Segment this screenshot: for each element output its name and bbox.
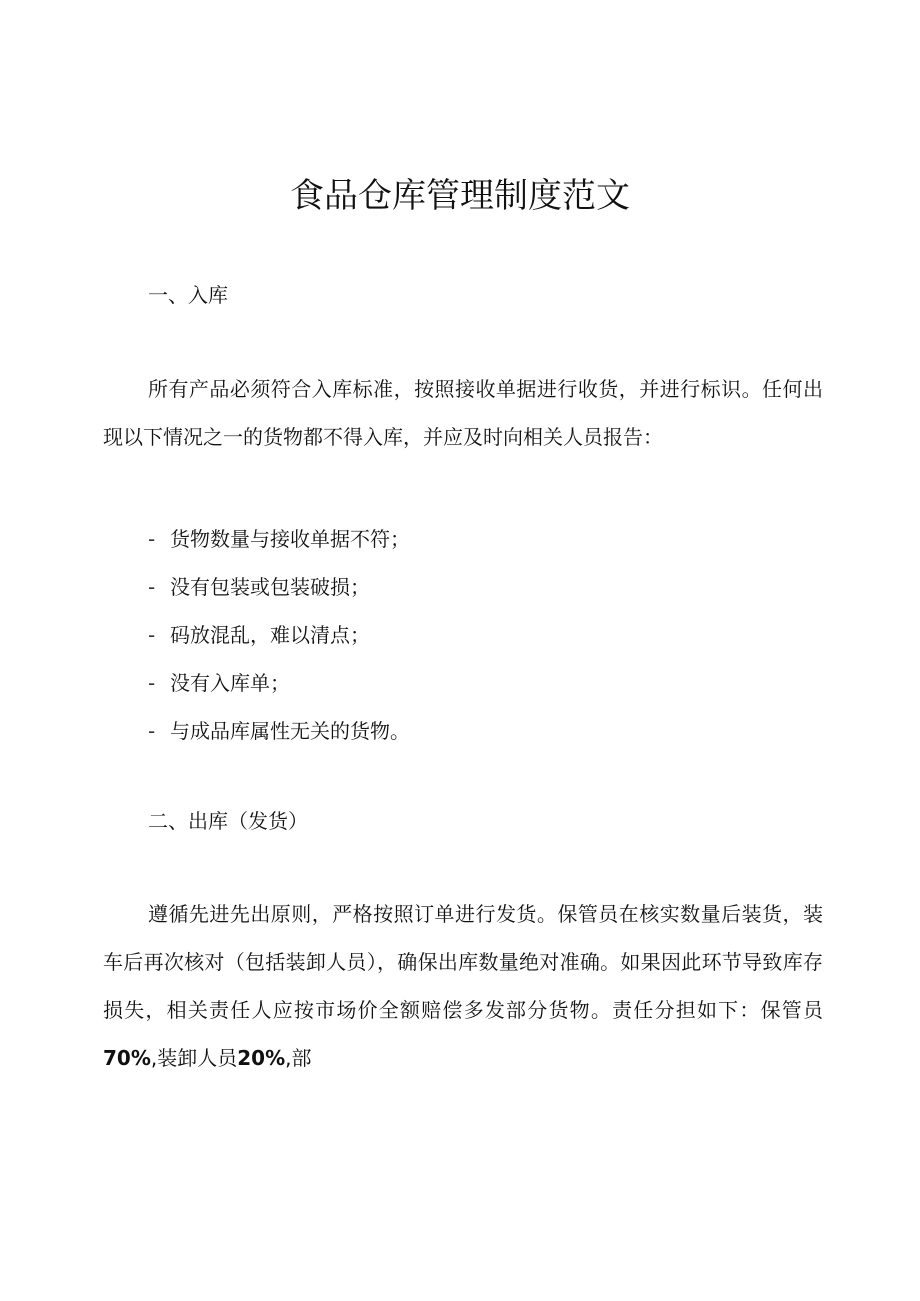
paragraph-outbound-loaders: ,装卸人员: [150, 1046, 238, 1070]
list-item-text: 没有包装或包装破损；: [170, 575, 370, 599]
list-item-text: 码放混乱，难以清点；: [170, 623, 370, 647]
list-item-text: 没有入库单；: [170, 671, 290, 695]
keeper-percentage: 70%: [103, 1046, 151, 1070]
list-item: [148, 515, 410, 563]
loaders-percentage: 20%: [237, 1046, 286, 1070]
dash-marker: -: [148, 671, 156, 695]
list-item: [148, 611, 410, 659]
section-heading-inbound: 一、入库: [148, 283, 228, 307]
section-heading-outbound: 二、出库（发货）: [148, 809, 308, 833]
document-title: 食品仓库管理制度范文: [290, 176, 630, 216]
paragraph-outbound-main: 遵循先进先出原则，严格按照订单进行发货。保管员在核实数量后装货，装车后再次核对（包括装卸人员），确保出库数量绝对准确。如果因此环节导致库存损失，相关责任人应按市场价全额赔偿多发部分货物。责任分担如下：保管员: [103, 902, 823, 1022]
list-item-text: 与成品库属性无关的货物。: [170, 719, 410, 743]
paragraph-outbound-tail: ,部: [285, 1046, 312, 1070]
dash-marker: -: [148, 623, 156, 647]
list-item-text: 货物数量与接收单据不符；: [170, 527, 410, 551]
paragraph-outbound: [103, 890, 823, 1082]
dash-marker: -: [148, 719, 156, 743]
list-item: [148, 563, 410, 611]
inbound-rejection-list: [148, 515, 410, 755]
dash-marker: -: [148, 527, 156, 551]
list-item: [148, 659, 410, 707]
dash-marker: -: [148, 575, 156, 599]
list-item: [148, 707, 410, 755]
paragraph-inbound: 所有产品必须符合入库标准，按照接收单据进行收货，并进行标识。任何出现以下情况之一的货物都不得入库，并应及时向相关人员报告：: [103, 377, 823, 449]
